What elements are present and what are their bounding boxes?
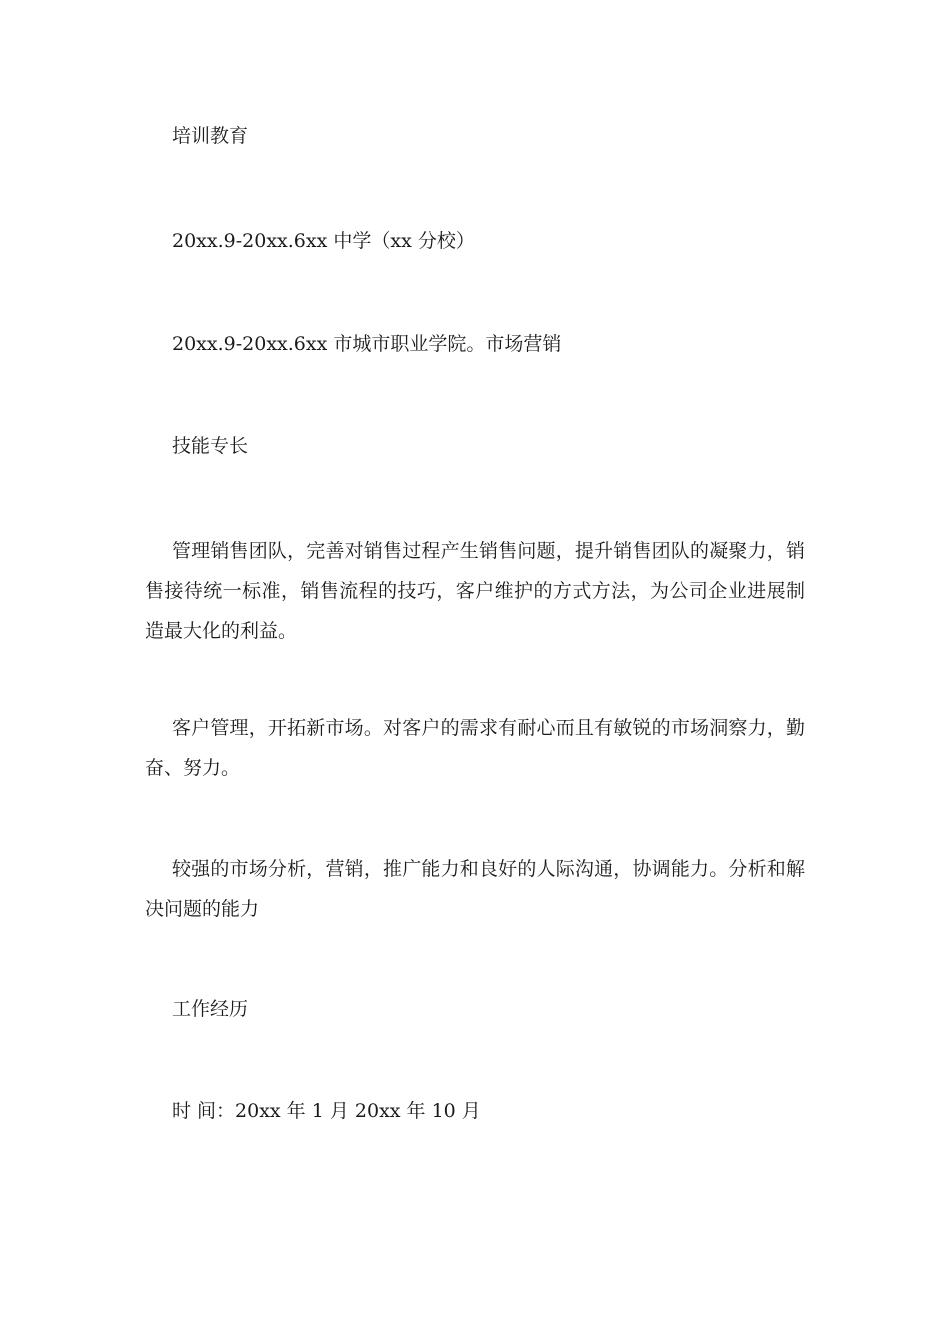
section-title-education: 培训教育 (172, 125, 249, 147)
education-entry-1: 20xx.9-20xx.6xx 中学（xx 分校） (172, 230, 475, 252)
skill-paragraph-1: 管理销售团队，完善对销售过程产生销售问题，提升销售团队的凝聚力，销售接待统一标准，销售流程的技巧，客户维护的方式方法，为公司企业进展制造最大化的利益。 (145, 540, 805, 642)
section-title-work: 工作经历 (172, 998, 249, 1020)
work-time-line: 时 间：20xx 年 1 月 20xx 年 10 月 (172, 1100, 481, 1122)
skill-paragraph-2: 客户管理，开拓新市场。对客户的需求有耐心而且有敏锐的市场洞察力，勤奋、努力。 (145, 717, 805, 779)
skill-paragraph-3: 较强的市场分析，营销，推广能力和良好的人际沟通，协调能力。分析和解决问题的能力 (145, 858, 805, 920)
education-entry-2: 20xx.9-20xx.6xx 市城市职业学院。市场营销 (172, 333, 562, 355)
section-title-skills: 技能专长 (172, 435, 249, 457)
